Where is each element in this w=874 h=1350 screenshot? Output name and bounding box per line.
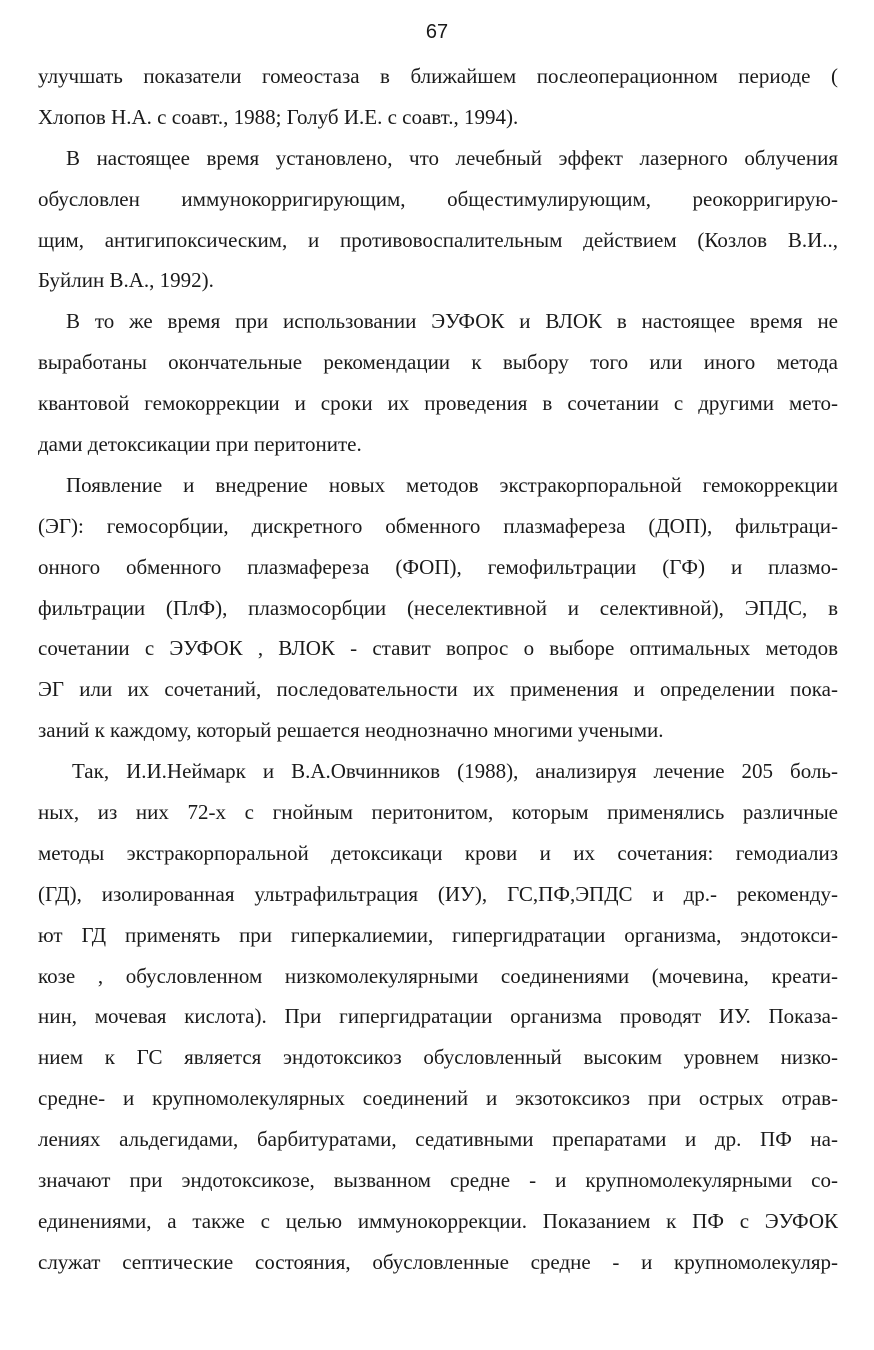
text-line: нин, мочевая кислота). При гипергидратации организма проводят ИУ. Показа- [38,1004,838,1029]
text-line: Хлопов Н.А. с соавт., 1988; Голуб И.Е. с соавт., 1994). [38,104,519,129]
text-line: ют ГД применять при гиперкалиемии, гипергидратации организма, эндотокси- [38,922,838,947]
text-line: лениях альдегидами, барбитуратами, седативными препаратами и др. ПФ на- [38,1127,838,1152]
text-line: дами детоксикации при перитоните. [38,432,362,457]
text-line: фильтрации (ПлФ), плазмосорбции (неселективной и селективной), ЭПДС, в [38,595,838,620]
text-line: (ГД), изолированная ультрафильтрация (ИУ), ГС,ПФ,ЭПДС и др.- рекоменду- [38,881,838,906]
text-line: обусловлен иммунокорригирующим, общестимулирующим, реокорригирую- [38,186,838,211]
body-text [38,56,838,1283]
text-line: служат септические состояния, обусловленные средне - и крупномолекуляр- [38,1249,838,1274]
text-line: сочетании с ЭУФОК , ВЛОК - ставит вопрос о выборе оптимальных методов [38,636,838,661]
text-line: Буйлин В.А., 1992). [38,268,214,293]
text-line: квантовой гемокоррекции и сроки их проведения в сочетании с другими мето- [38,391,838,416]
text-line: онного обменного плазмафереза (ФОП), гемофильтрации (ГФ) и плазмо- [38,554,838,579]
text-line: козе , обусловленном низкомолекулярными соединениями (мочевина, креати- [38,963,838,988]
text-line: нием к ГС является эндотоксикоз обусловленный высоким уровнем низко- [38,1045,838,1070]
text-line: ЭГ или их сочетаний, последовательности их применения и определении пока- [38,677,838,702]
text-line: средне- и крупномолекулярных соединений и экзотоксикоз при острых отрав- [38,1086,838,1111]
text-line: выработаны окончательные рекомендации к выбору того или иного метода [38,350,838,375]
paragraph-first-line: В настоящее время установлено, что лечебный эффект лазерного облучения [66,145,838,170]
text-line: ных, из них 72-х с гнойным перитонитом, которым применялись различные [38,800,838,825]
text-line: значают при эндотоксикозе, вызванном средне - и крупномолекулярными со- [38,1168,838,1193]
text-line: единениями, а также с целью иммунокоррекции. Показанием к ПФ с ЭУФОК [38,1208,838,1233]
text-line: методы экстракорпоральной детоксикаци крови и их сочетания: гемодиализ [38,840,838,865]
text-line: (ЭГ): гемосорбции, дискретного обменного плазмафереза (ДОП), фильтраци- [38,513,838,538]
text-line: заний к каждому, который решается неоднозначно многими учеными. [38,718,664,743]
paragraph-first-line: Появление и внедрение новых методов экстракорпоральной гемокоррекции [66,472,838,497]
text-line: щим, антигипоксическим, и противовоспалительным действием (Козлов В.И.., [38,227,838,252]
page-number: 67 [425,21,449,43]
paragraph-first-line: В то же время при использовании ЭУФОК и ВЛОК в настоящее время не [66,309,838,334]
text-line: улучшать показатели гомеостаза в ближайшем послеоперационном периоде ( [38,64,838,88]
paragraph-first-line: Так, И.И.Неймарк и В.А.Овчинников (1988), анализируя лечение 205 боль- [72,759,838,784]
